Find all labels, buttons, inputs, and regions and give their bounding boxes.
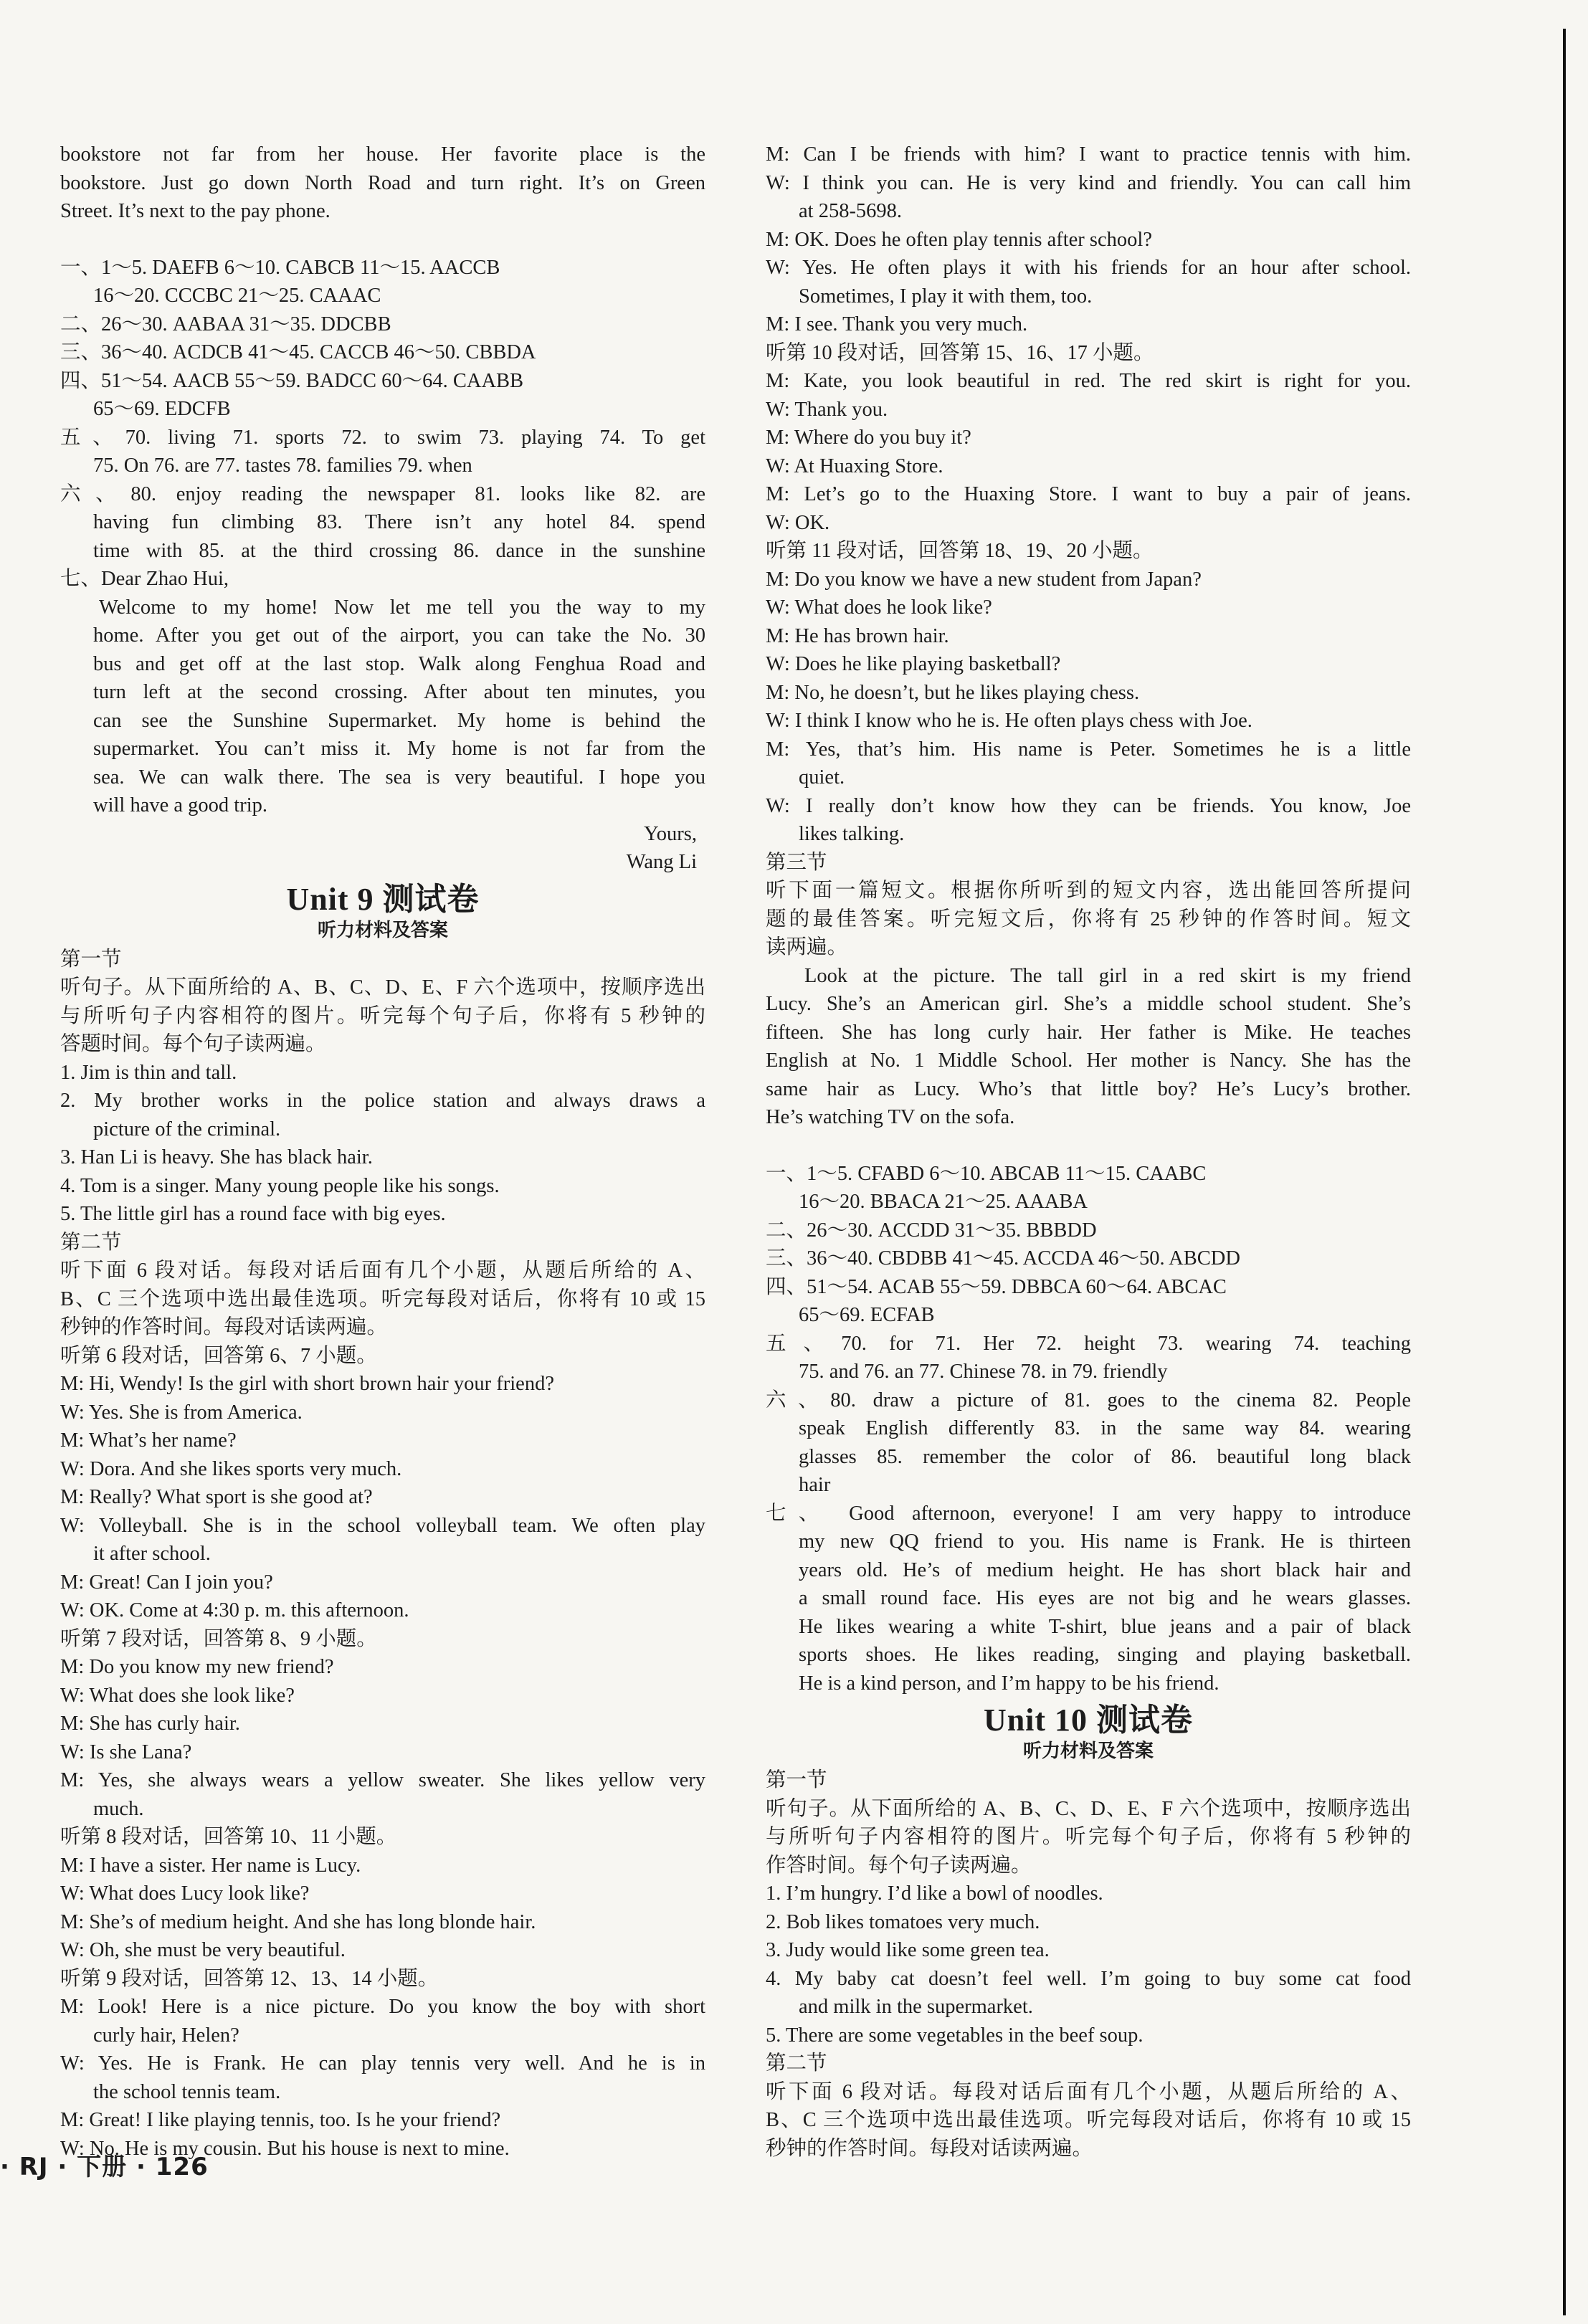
text-line: 七、 Good afternoon, everyone! I am very happy to introduce [766, 1502, 1411, 1525]
text-line: W: Yes. He often plays it with his friends for an hour after school. [766, 257, 1411, 279]
text-line: bookstore. Just go down North Road and turn right. It’s on Green [60, 171, 705, 194]
text-line: M: He has brown hair. [766, 624, 949, 647]
text-line: M: What’s her name? [60, 1429, 237, 1452]
text-line: English at No. 1 Middle School. Her mother is Nancy. She has the [766, 1049, 1411, 1072]
text-line: quiet. [799, 766, 845, 789]
text-line: W: I think I know who he is. He often plays chess with Joe. [766, 710, 1252, 732]
text-line: Sometimes, I play it with them, too. [799, 285, 1093, 308]
text-line: M: Really? What sport is she good at? [60, 1486, 373, 1508]
text-line: turn left at the second crossing. After about ten minutes, you [93, 681, 705, 703]
text-line: Street. It’s next to the pay phone. [60, 200, 331, 222]
text-line: 听第 8 段对话，回答第 10、11 小题。 [60, 1826, 397, 1848]
text-line: will have a good trip. [93, 794, 267, 816]
text-line: 二、26～30. AABAA 31～35. DDCBB [60, 313, 391, 335]
text-line: M: Let’s go to the Huaxing Store. I want to buy a pair of jeans. [766, 483, 1411, 505]
text-line: hair [799, 1474, 831, 1496]
text-line: 3. Han Li is heavy. She has black hair. [60, 1146, 373, 1168]
text-line: 听第 9 段对话，回答第 12、13、14 小题。 [60, 1967, 439, 1990]
text-line: 题的最佳答案。听完短文后，你将有 25 秒钟的作答时间。短文 [766, 908, 1411, 930]
text-line: W: OK. [766, 511, 830, 534]
text-line: M: She has curly hair. [60, 1713, 240, 1735]
text-line: 读两遍。 [766, 936, 848, 958]
text-line: 5. There are some vegetables in the beef soup. [766, 2024, 1144, 2047]
text-line: much. [93, 1797, 144, 1820]
text-line: Yours, [644, 822, 697, 845]
text-line: B、C 三个选项中选出最佳选项。听完每段对话后，你将有 10 或 15 [766, 2109, 1411, 2131]
text-line: 作答时间。每个句子读两遍。 [766, 1854, 1032, 1877]
text-line: 听第 11 段对话，回答第 18、19、20 小题。 [766, 540, 1154, 562]
text-line: 5. The little girl has a round face with big eyes. [60, 1203, 446, 1225]
text-line: W: Oh, she must be very beautiful. [60, 1939, 346, 1961]
text-line: 四、51～54. AACB 55～59. BADCC 60～64. CAABB [60, 369, 524, 392]
text-line: 第三节 [766, 851, 827, 874]
text-line: time with 85. at the third crossing 86. dance in the sunshine [93, 539, 705, 562]
text-line: picture of the criminal. [93, 1118, 281, 1140]
right-column [766, 141, 1411, 2163]
left-column [60, 141, 705, 2163]
text-line: having fun climbing 83. There isn’t any hotel 84. spend [93, 511, 705, 533]
text-line: M: Hi, Wendy! Is the girl with short brown hair your friend? [60, 1373, 554, 1395]
text-line: 听句子。从下面所给的 A、B、C、D、E、F 六个选项中，按顺序选出 [766, 1797, 1411, 1820]
text-line: Look at the picture. The tall girl in a red skirt is my friend [804, 964, 1411, 987]
text-line: 听第 6 段对话，回答第 6、7 小题。 [60, 1344, 377, 1367]
text-line: 75. and 76. an 77. Chinese 78. in 79. friendly [799, 1361, 1168, 1383]
text-line: a small round face. His eyes are not big and he wears glasses. [799, 1587, 1411, 1609]
text-line: B、C 三个选项中选出最佳选项。听完每段对话后，你将有 10 或 15 [60, 1287, 705, 1310]
text-line: 三、36～40. ACDCB 41～45. CACCB 46～50. CBBDA [60, 341, 536, 363]
text-line: Welcome to my home! Now let me tell you the way to my [99, 596, 705, 619]
text-line: W: What does she look like? [60, 1684, 295, 1707]
text-line: 答题时间。每个句子读两遍。 [60, 1033, 326, 1055]
text-line: glasses 85. remember the color of 86. beautiful long black [799, 1445, 1411, 1468]
text-line: sea. We can walk there. The sea is very beautiful. I hope you [93, 766, 705, 789]
text-line: 2. Bob likes tomatoes very much. [766, 1910, 1040, 1933]
text-line: 65～69. EDCFB [93, 398, 231, 420]
text-line: M: Yes, she always wears a yellow sweater. She likes yellow very [60, 1769, 705, 1791]
text-line: speak English differently 83. in the same way 84. wearing [799, 1417, 1411, 1439]
text-line: 16～20. CCCBC 21～25. CAAAC [93, 285, 381, 307]
text-line: M: No, he doesn’t, but he likes playing chess. [766, 681, 1140, 704]
text-line: M: Do you know my new friend? [60, 1656, 334, 1678]
text-line: home. After you get out of the airport, you can take the No. 30 [93, 624, 705, 647]
text-line: sports shoes. He likes reading, singing and playing basketball. [799, 1644, 1411, 1666]
text-line: 秒钟的作答时间。每段对话读两遍。 [766, 2137, 1093, 2160]
text-line: 三、36～40. CBDBB 41～45. ACCDA 46～50. ABCDD [766, 1247, 1240, 1270]
text-line: Lucy. She’s an American girl. She’s a middle school student. She’s [766, 993, 1411, 1015]
text-line: M: I have a sister. Her name is Lucy. [60, 1854, 361, 1877]
text-line: 75. On 76. are 77. tastes 78. families 79. when [93, 454, 472, 477]
text-line: W: Volleyball. She is in the school volleyball team. We often play [60, 1514, 705, 1537]
text-line: 五、70. living 71. sports 72. to swim 73. playing 74. To get [60, 426, 705, 449]
text-line: at 258-5698. [799, 200, 903, 222]
section-subheading: 听力材料及答案 [1022, 1740, 1154, 1761]
text-line: M: Can I be friends with him? I want to practice tennis with him. [766, 143, 1411, 166]
text-line: 一、1～5. DAEFB 6～10. CABCB 11～15. AACCB [60, 256, 500, 279]
text-line: 3. Judy would like some green tea. [766, 1939, 1050, 1961]
text-line: 1. Jim is thin and tall. [60, 1061, 237, 1084]
text-line: He is a kind person, and I’m happy to be his friend. [799, 1672, 1219, 1695]
text-line: fifteen. She has long curly hair. Her father is Mike. He teaches [766, 1021, 1411, 1044]
text-line: W: OK. Come at 4:30 p. m. this afternoon. [60, 1599, 409, 1621]
text-line: 四、51～54. ACAB 55～59. DBBCA 60～64. ABCAC [766, 1275, 1227, 1298]
text-line: M: Great! Can I join you? [60, 1571, 273, 1594]
page-edge-line [1563, 29, 1566, 2315]
text-line: M: Kate, you look beautiful in red. The red skirt is right for you. [766, 370, 1411, 392]
text-line: 听第 10 段对话，回答第 15、16、17 小题。 [766, 341, 1154, 364]
text-line: 2. My brother works in the police station and always draws a [60, 1090, 705, 1112]
text-line: 六、80. enjoy reading the newspaper 81. looks like 82. are [60, 482, 705, 505]
text-line: 与所听句子内容相符的图片。听完每个句子后，你将有 5 秒钟的 [60, 1004, 705, 1027]
text-line: likes talking. [799, 823, 905, 845]
text-line: 16～20. BBACA 21～25. AAABA [799, 1191, 1088, 1213]
text-line: 一、1～5. CFABD 6～10. ABCAB 11～15. CAABC [766, 1162, 1207, 1185]
text-line: He likes wearing a white T-shirt, blue jeans and a pair of black [799, 1615, 1411, 1638]
text-line: 听第 7 段对话，回答第 8、9 小题。 [60, 1627, 377, 1650]
text-line: M: OK. Does he often play tennis after school? [766, 228, 1152, 251]
text-line: bus and get off at the last stop. Walk along Fenghua Road and [93, 652, 705, 675]
text-line: 听下面 6 段对话。每段对话后面有几个小题，从题后所给的 A、 [766, 2080, 1411, 2103]
text-line: M: She’s of medium height. And she has long blonde hair. [60, 1910, 536, 1933]
text-line: 秒钟的作答时间。每段对话读两遍。 [60, 1316, 388, 1338]
text-line: can see the Sunshine Supermarket. My home is behind the [93, 709, 705, 732]
text-line: 第二节 [60, 1231, 122, 1254]
text-line: 第一节 [766, 1769, 827, 1791]
text-line: 听句子。从下面所给的 A、B、C、D、E、F 六个选项中，按顺序选出 [60, 976, 705, 999]
text-line: bookstore not far from her house. Her favorite place is the [60, 143, 705, 166]
text-line: years old. He’s of medium height. He has short black hair and [799, 1558, 1411, 1581]
text-line: 65～69. ECFAB [799, 1304, 935, 1326]
spacer [766, 1132, 1411, 1160]
text-line: W: Thank you. [766, 398, 888, 421]
text-line: M: Great! I like playing tennis, too. Is he your friend? [60, 2109, 501, 2131]
text-line: supermarket. You can’t miss it. My home is not far from the [93, 738, 705, 760]
text-line: 与所听句子内容相符的图片。听完每个句子后，你将有 5 秒钟的 [766, 1826, 1411, 1848]
text-line: M: I see. Thank you very much. [766, 313, 1028, 335]
text-line: W: Yes. He is Frank. He can play tennis very well. And he is in [60, 2052, 705, 2075]
text-line: 二、26～30. ACCDD 31～35. BBBDD [766, 1219, 1097, 1242]
text-line: and milk in the supermarket. [799, 1996, 1033, 2018]
text-line: curly hair, Helen? [93, 2024, 239, 2047]
text-line: W: Dora. And she likes sports very much. [60, 1457, 402, 1480]
text-line: W: Is she Lana? [60, 1740, 192, 1763]
text-line: my new QQ friend to you. His name is Frank. He is thirteen [799, 1530, 1411, 1553]
spacer [60, 226, 705, 254]
text-line: the school tennis team. [93, 2080, 281, 2103]
text-line: W: What does Lucy look like? [60, 1882, 310, 1905]
section-subheading: 听力材料及答案 [317, 919, 448, 940]
unit-heading: Unit 9 测试卷 [286, 881, 480, 917]
text-line: He’s watching TV on the sofa. [766, 1106, 1015, 1128]
text-line: M: Where do you buy it? [766, 427, 971, 449]
text-line: 六、80. draw a picture of 81. goes to the cinema 82. People [766, 1389, 1411, 1411]
unit-heading: Unit 10 测试卷 [983, 1702, 1194, 1738]
text-line: 4. My baby cat doesn’t feel well. I’m going to buy some cat food [766, 1967, 1411, 1990]
page-footer: · RJ · 下册 · 126 [0, 2153, 209, 2181]
text-line: 第一节 [60, 948, 122, 971]
text-line: M: Do you know we have a new student from Japan? [766, 568, 1202, 591]
text-line: M: Yes, that’s him. His name is Peter. Sometimes he is a little [766, 738, 1411, 761]
text-line: 听下面一篇短文。根据你所听到的短文内容，选出能回答所提问 [766, 880, 1411, 902]
text-line: same hair as Lucy. Who’s that little boy? He’s Lucy’s brother. [766, 1077, 1411, 1100]
text-line: W: What does he look like? [766, 596, 992, 619]
text-line: W: Does he like playing basketball? [766, 653, 1061, 675]
text-line: W: No. He is my cousin. But his house is next to mine. [60, 2137, 510, 2160]
text-line: 第二节 [766, 2052, 827, 2075]
text-line: W: Yes. She is from America. [60, 1401, 303, 1424]
text-line: Wang Li [626, 851, 697, 873]
text-line: 听下面 6 段对话。每段对话后面有几个小题，从题后所给的 A、 [60, 1259, 705, 1282]
text-line: 五、70. for 71. Her 72. height 73. wearing 74. teaching [766, 1332, 1411, 1355]
text-line: W: I think you can. He is very kind and friendly. You can call him [766, 171, 1411, 194]
text-line: M: Look! Here is a nice picture. Do you know the boy with short [60, 1996, 705, 2018]
text-line: 七、Dear Zhao Hui, [60, 568, 229, 590]
text-line: 1. I’m hungry. I’d like a bowl of noodles. [766, 1882, 1103, 1905]
text-line: W: At Huaxing Store. [766, 454, 943, 477]
text-line: 4. Tom is a singer. Many young people like his songs. [60, 1174, 500, 1197]
text-line: it after school. [93, 1543, 211, 1565]
text-line: W: I really don’t know how they can be friends. You know, Joe [766, 794, 1411, 817]
